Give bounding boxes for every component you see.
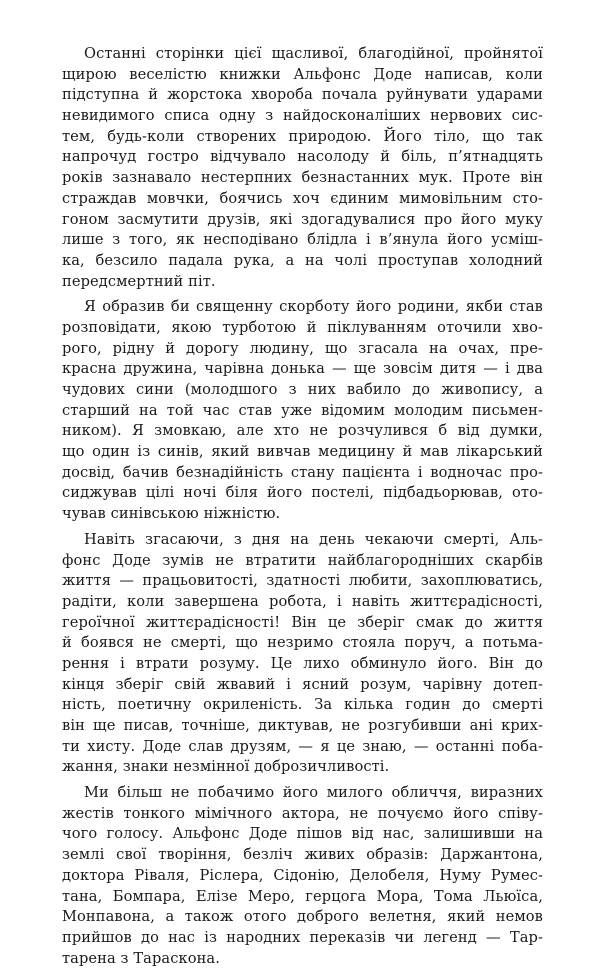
text-line: старший на той час став уже відомим молодим письмен- <box>62 401 543 419</box>
paragraph-2 <box>62 297 543 525</box>
text-line: рого, рідну й дорогу людину, що згасала на очах, пре- <box>62 339 543 357</box>
text-line: Ми більш не побачимо його милого обличчя, виразних <box>84 784 543 802</box>
text-line: прийшов до нас із народних переказів чи легенд — Тар- <box>62 928 543 946</box>
paragraph-4 <box>62 783 543 969</box>
text-line: розповідати, якою турботою й піклуванням оточили хво- <box>62 318 543 336</box>
text-line: сиджував цілі ночі біля його постелі, підбадьорював, ото- <box>62 484 543 502</box>
text-line: кінця зберіг свій жвавий і ясний розум, чарівну дотеп- <box>62 675 543 693</box>
text-line: щирою веселістю книжки Альфонс Доде написав, коли <box>62 65 543 83</box>
text-line: він ще писав, точніше, диктував, не розгубивши ані крих- <box>62 717 543 734</box>
paragraph-1 <box>62 44 543 292</box>
text-line: ка, безсило падала рука, а на чолі проступав холодний <box>62 251 543 269</box>
text-line: й боявся не смерті, що незримо стояла поруч, а потьма- <box>62 634 543 652</box>
text-line: Монпавона, а також отого доброго велетня, який немов <box>62 908 543 926</box>
text-line: Останні сторінки цієї щасливої, благодійної, пройнятої <box>84 45 543 62</box>
text-line: тана, Бомпара, Елізе Меро, герцога Мора, Тома Льюїса, <box>62 887 543 905</box>
text-line: років зазнавало нестерпних безнастанних мук. Проте він <box>62 169 543 187</box>
text-line: чого голосу. Альфонс Доде пішов від нас, залишивши на <box>62 825 543 843</box>
text-line: рення і втрати розуму. Це лихо обминуло його. Він до <box>62 654 543 672</box>
text-line: чудових сини (молодшого з них вабило до живопису, а <box>62 381 543 398</box>
text-line: напрочуд гостро відчувало насолоду й біль, п’ятнадцять <box>62 148 543 166</box>
document-page <box>62 44 543 974</box>
text-line: землі свої творіння, безліч живих образів: Даржантона, <box>62 846 543 864</box>
text-line: досвід, бачив безнадійність стану пацієнта і водночас про- <box>62 463 543 481</box>
text-line: тем, будь-коли створених природою. Його тіло, що так <box>62 127 543 145</box>
text-line: красна дружина, чарівна донька — ще зовсім дитя — і два <box>62 360 543 378</box>
text-line: ником). Я змовкаю, але хто не розчулився б від думки, <box>62 422 543 440</box>
text-line: доктора Ріваля, Ріслера, Сідонію, Делобеля, Нуму Румес- <box>62 866 543 884</box>
text-line: тарена з Тараскона. <box>62 949 220 967</box>
text-line: гоном засмутити друзів, які здогадувалися про його муку <box>62 210 543 228</box>
text-line: ність, поетичну окриленість. За кілька годин до смерті <box>62 696 543 714</box>
text-line: жання, знаки незмінної доброзичливості. <box>62 758 390 776</box>
text-line: лише з того, як несподівано блідла і в’янула його усміш- <box>62 231 543 249</box>
paragraph-3 <box>62 530 543 778</box>
text-line: чував синівською ніжністю. <box>62 505 281 523</box>
text-line: невидимого списа одну з найдосконаліших нервових сис- <box>62 107 543 125</box>
text-line: жестів тонкого мімічного актора, не почуємо його співу- <box>62 804 543 822</box>
text-line: героїчної життєрадісності! Він це зберіг смак до життя <box>62 613 543 631</box>
text-line: ти хисту. Доде слав друзям, — я це знаю, — останні поба- <box>62 737 543 755</box>
text-line: що один із синів, який вивчав медицину й мав лікарський <box>62 443 543 461</box>
text-line: Я образив би священну скорботу його родини, якби став <box>84 298 543 316</box>
text-line: страждав мовчки, боячись хоч єдиним мимовільним сто- <box>62 189 543 207</box>
text-line: життя — працьовитості, здатності любити, захоплюватись, <box>62 572 543 590</box>
text-line: радіти, коли завершена робота, і навіть життєрадісності, <box>62 592 543 610</box>
text-line: передсмертний піт. <box>62 272 216 290</box>
text-line: фонс Доде зумів не втратити найблагородніших скарбів <box>62 551 543 569</box>
text-line: Навіть згасаючи, з дня на день чекаючи смерті, Аль- <box>84 530 543 548</box>
text-line: підступна й жорстока хвороба почала руйнувати ударами <box>62 86 543 104</box>
